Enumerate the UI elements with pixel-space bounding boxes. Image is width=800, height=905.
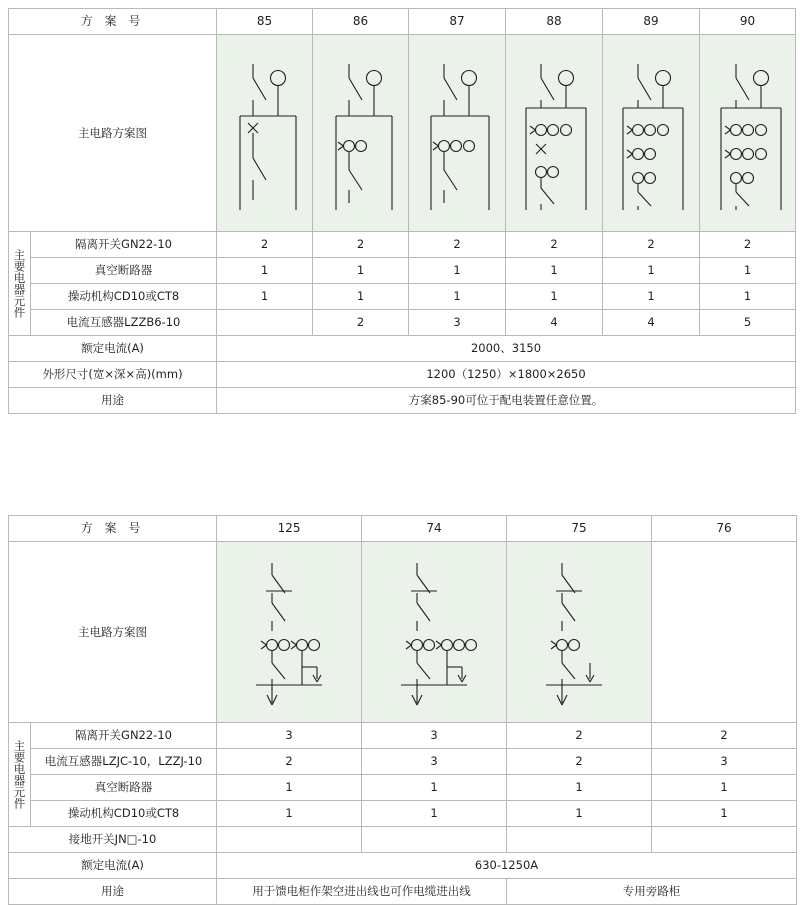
ground-switch-label: 接地开关JN□-10 bbox=[9, 827, 217, 853]
header-scheme-label: 方 案 号 bbox=[9, 9, 217, 35]
scheme-number-76: 76 bbox=[652, 516, 797, 542]
component-value: 2 bbox=[652, 723, 797, 749]
component-value: 1 bbox=[409, 258, 506, 284]
component-value: 3 bbox=[217, 723, 362, 749]
ground-switch-value bbox=[362, 827, 507, 853]
component-value: 1 bbox=[217, 801, 362, 827]
component-value: 5 bbox=[700, 310, 796, 336]
dimension-row bbox=[9, 362, 796, 388]
component-row bbox=[9, 284, 796, 310]
ground-switch-value bbox=[507, 827, 652, 853]
scheme-number-74: 74 bbox=[362, 516, 507, 542]
circuit-diagram-75 bbox=[507, 542, 652, 723]
component-value: 2 bbox=[409, 232, 506, 258]
component-name: 操动机构CD10或CT8 bbox=[31, 284, 217, 310]
usage-row bbox=[9, 879, 797, 905]
component-value: 1 bbox=[313, 258, 409, 284]
scheme-number-88: 88 bbox=[506, 9, 603, 35]
component-value: 1 bbox=[506, 258, 603, 284]
circuit-diagram-76 bbox=[652, 542, 797, 723]
component-value: 2 bbox=[700, 232, 796, 258]
component-name: 电流互感器LZZB6-10 bbox=[31, 310, 217, 336]
component-value: 1 bbox=[362, 775, 507, 801]
component-name: 操动机构CD10或CT8 bbox=[31, 801, 217, 827]
component-value: 2 bbox=[507, 723, 652, 749]
diagram-svg-75 bbox=[512, 545, 647, 720]
component-value: 3 bbox=[362, 723, 507, 749]
component-name: 电流互感器LZJC-10，LZZJ-10 bbox=[31, 749, 217, 775]
scheme-number-85: 85 bbox=[217, 9, 313, 35]
scheme-table-125-76 bbox=[8, 515, 797, 905]
component-value: 1 bbox=[652, 801, 797, 827]
rated-current-label: 额定电流(A) bbox=[9, 336, 217, 362]
rated-current-row bbox=[9, 853, 797, 879]
rated-current-value: 630-1250A bbox=[217, 853, 797, 879]
diagram-row-label: 主电路方案图 bbox=[9, 35, 217, 232]
component-value: 2 bbox=[603, 232, 700, 258]
dimension-value: 1200（1250）×1800×2650 bbox=[217, 362, 796, 388]
component-value: 1 bbox=[652, 775, 797, 801]
diagram-svg-90 bbox=[703, 38, 793, 228]
circuit-diagram-87 bbox=[409, 35, 506, 232]
ground-switch-value bbox=[652, 827, 797, 853]
component-value: 1 bbox=[700, 284, 796, 310]
rated-current-row bbox=[9, 336, 796, 362]
diagram-svg-89 bbox=[605, 38, 697, 228]
component-value: 2 bbox=[313, 310, 409, 336]
scheme-number-86: 86 bbox=[313, 9, 409, 35]
component-value: 1 bbox=[507, 801, 652, 827]
diagram-svg-86 bbox=[316, 38, 406, 228]
table-header-row bbox=[9, 516, 797, 542]
usage-value-right: 专用旁路柜 bbox=[507, 879, 797, 905]
table-header-row bbox=[9, 9, 796, 35]
component-value: 3 bbox=[409, 310, 506, 336]
component-row bbox=[9, 801, 797, 827]
component-value: 1 bbox=[409, 284, 506, 310]
rated-current-value: 2000、3150 bbox=[217, 336, 796, 362]
ground-switch-row bbox=[9, 827, 797, 853]
component-row bbox=[9, 775, 797, 801]
component-row bbox=[9, 310, 796, 336]
component-value: 4 bbox=[603, 310, 700, 336]
component-value: 1 bbox=[313, 284, 409, 310]
component-value: 1 bbox=[362, 801, 507, 827]
rated-current-label: 额定电流(A) bbox=[9, 853, 217, 879]
circuit-diagram-88 bbox=[506, 35, 603, 232]
scheme-number-125: 125 bbox=[217, 516, 362, 542]
circuit-diagram-90 bbox=[700, 35, 796, 232]
diagram-svg-125 bbox=[222, 545, 357, 720]
component-value: 2 bbox=[507, 749, 652, 775]
component-name: 真空断路器 bbox=[31, 775, 217, 801]
component-value: 1 bbox=[603, 284, 700, 310]
component-name: 隔离开关GN22-10 bbox=[31, 723, 217, 749]
circuit-diagram-74 bbox=[362, 542, 507, 723]
component-value: 2 bbox=[506, 232, 603, 258]
component-value: 1 bbox=[217, 284, 313, 310]
scheme-number-87: 87 bbox=[409, 9, 506, 35]
usage-row bbox=[9, 388, 796, 414]
component-value: 3 bbox=[362, 749, 507, 775]
component-value: 4 bbox=[506, 310, 603, 336]
component-value bbox=[217, 310, 313, 336]
diagram-row-label: 主电路方案图 bbox=[9, 542, 217, 723]
side-label-main-components: 主要电器元件 bbox=[9, 232, 31, 336]
ground-switch-value bbox=[217, 827, 362, 853]
component-value: 1 bbox=[700, 258, 796, 284]
component-row bbox=[9, 232, 796, 258]
diagram-row bbox=[9, 542, 797, 723]
component-value: 1 bbox=[506, 284, 603, 310]
circuit-diagram-86 bbox=[313, 35, 409, 232]
scheme-number-75: 75 bbox=[507, 516, 652, 542]
usage-value-left: 用于馈电柜作架空进出线也可作电缆进出线 bbox=[217, 879, 507, 905]
scheme-number-89: 89 bbox=[603, 9, 700, 35]
component-value: 1 bbox=[507, 775, 652, 801]
component-row bbox=[9, 723, 797, 749]
circuit-diagram-85 bbox=[217, 35, 313, 232]
diagram-svg-88 bbox=[508, 38, 600, 228]
component-value: 2 bbox=[217, 749, 362, 775]
usage-label: 用途 bbox=[9, 879, 217, 905]
scheme-number-90: 90 bbox=[700, 9, 796, 35]
diagram-svg-74 bbox=[367, 545, 502, 720]
usage-label: 用途 bbox=[9, 388, 217, 414]
component-row bbox=[9, 258, 796, 284]
component-value: 1 bbox=[217, 258, 313, 284]
component-row bbox=[9, 749, 797, 775]
diagram-row bbox=[9, 35, 796, 232]
diagram-svg-87 bbox=[411, 38, 503, 228]
circuit-diagram-125 bbox=[217, 542, 362, 723]
header-scheme-label: 方 案 号 bbox=[9, 516, 217, 542]
component-name: 隔离开关GN22-10 bbox=[31, 232, 217, 258]
usage-value: 方案85-90可位于配电装置任意位置。 bbox=[217, 388, 796, 414]
diagram-svg-85 bbox=[220, 38, 310, 228]
component-value: 1 bbox=[603, 258, 700, 284]
component-value: 2 bbox=[313, 232, 409, 258]
dimension-label: 外形尺寸(宽×深×高)(mm) bbox=[9, 362, 217, 388]
component-value: 2 bbox=[217, 232, 313, 258]
component-name: 真空断路器 bbox=[31, 258, 217, 284]
component-value: 1 bbox=[217, 775, 362, 801]
side-label-main-components: 主要电器元件 bbox=[9, 723, 31, 827]
scheme-table-85-90 bbox=[8, 8, 796, 414]
component-value: 3 bbox=[652, 749, 797, 775]
circuit-diagram-89 bbox=[603, 35, 700, 232]
